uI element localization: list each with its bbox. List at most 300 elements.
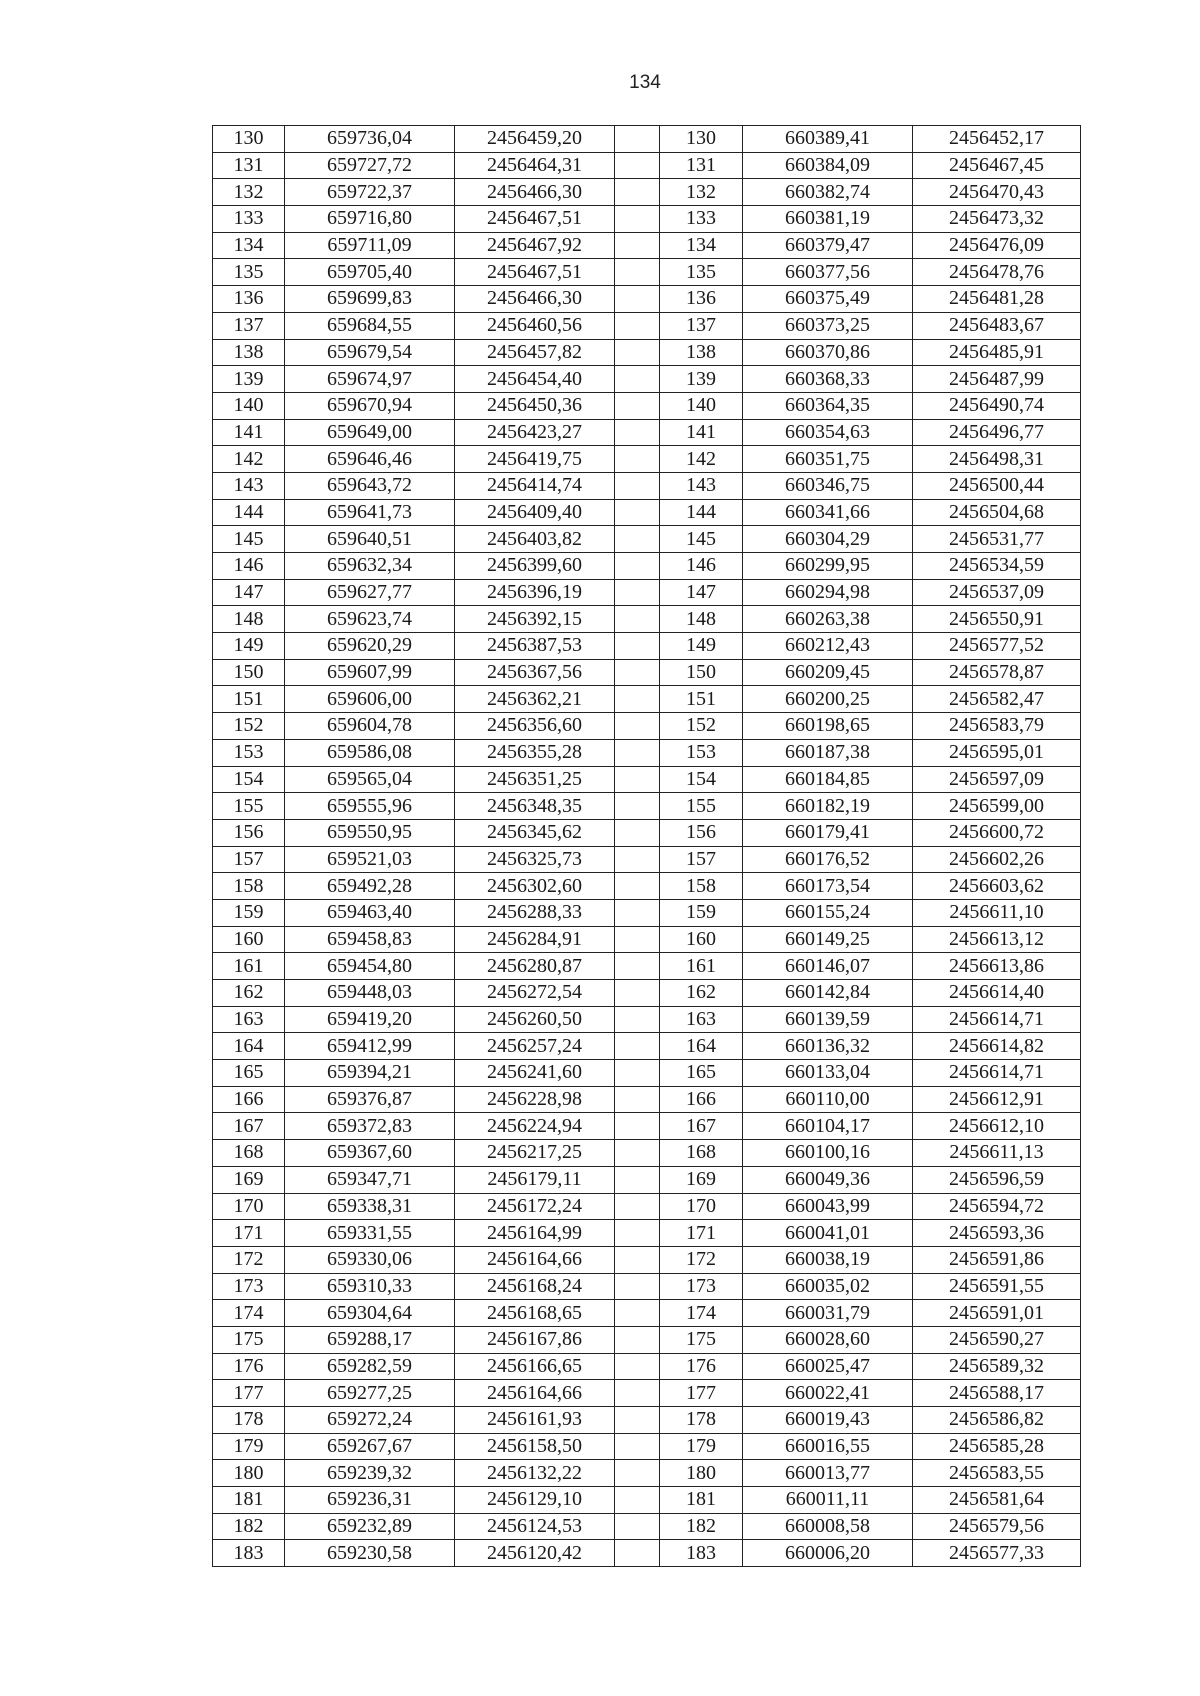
blank-separator [615, 1246, 660, 1273]
coordinates-table [212, 125, 1081, 1567]
x-coordinate-left: 659607,99 [285, 659, 455, 686]
point-number-left: 147 [213, 579, 285, 606]
y-coordinate-left: 2456164,99 [455, 1220, 615, 1247]
y-coordinate-right: 2456611,10 [913, 899, 1081, 926]
point-number-left: 146 [213, 553, 285, 580]
y-coordinate-right: 2456612,91 [913, 1086, 1081, 1113]
x-coordinate-right: 660176,52 [743, 846, 913, 873]
point-number-right: 150 [660, 659, 743, 686]
point-number-left: 173 [213, 1273, 285, 1300]
x-coordinate-right: 660100,16 [743, 1140, 913, 1167]
point-number-right: 135 [660, 259, 743, 286]
point-number-left: 132 [213, 179, 285, 206]
point-number-right: 156 [660, 819, 743, 846]
y-coordinate-left: 2456288,33 [455, 899, 615, 926]
blank-separator [615, 446, 660, 473]
x-coordinate-right: 660351,75 [743, 446, 913, 473]
point-number-right: 173 [660, 1273, 743, 1300]
blank-separator [615, 899, 660, 926]
point-number-left: 179 [213, 1433, 285, 1460]
point-number-left: 165 [213, 1060, 285, 1087]
point-number-right: 138 [660, 339, 743, 366]
point-number-left: 139 [213, 366, 285, 393]
table-row [213, 1140, 1081, 1167]
point-number-right: 147 [660, 579, 743, 606]
y-coordinate-right: 2456583,55 [913, 1460, 1081, 1487]
x-coordinate-right: 660368,33 [743, 366, 913, 393]
table-row [213, 659, 1081, 686]
x-coordinate-right: 660182,19 [743, 793, 913, 820]
point-number-left: 140 [213, 392, 285, 419]
point-number-left: 181 [213, 1487, 285, 1514]
point-number-left: 149 [213, 633, 285, 660]
x-coordinate-left: 659338,31 [285, 1193, 455, 1220]
point-number-right: 141 [660, 419, 743, 446]
y-coordinate-right: 2456550,91 [913, 606, 1081, 633]
y-coordinate-left: 2456399,60 [455, 553, 615, 580]
table-row [213, 499, 1081, 526]
x-coordinate-left: 659376,87 [285, 1086, 455, 1113]
table-row [213, 686, 1081, 713]
point-number-left: 151 [213, 686, 285, 713]
point-number-right: 146 [660, 553, 743, 580]
page-number: 134 [629, 72, 661, 93]
blank-separator [615, 1326, 660, 1353]
point-number-right: 182 [660, 1513, 743, 1540]
blank-separator [615, 739, 660, 766]
y-coordinate-right: 2456498,31 [913, 446, 1081, 473]
point-number-right: 179 [660, 1433, 743, 1460]
point-number-left: 142 [213, 446, 285, 473]
y-coordinate-left: 2456414,74 [455, 472, 615, 499]
y-coordinate-right: 2456596,59 [913, 1166, 1081, 1193]
table-row [213, 1220, 1081, 1247]
y-coordinate-right: 2456490,74 [913, 392, 1081, 419]
y-coordinate-left: 2456409,40 [455, 499, 615, 526]
x-coordinate-right: 660370,86 [743, 339, 913, 366]
point-number-right: 143 [660, 472, 743, 499]
point-number-left: 183 [213, 1540, 285, 1567]
x-coordinate-left: 659463,40 [285, 899, 455, 926]
point-number-right: 154 [660, 766, 743, 793]
point-number-left: 153 [213, 739, 285, 766]
y-coordinate-right: 2456473,32 [913, 206, 1081, 233]
y-coordinate-right: 2456485,91 [913, 339, 1081, 366]
y-coordinate-left: 2456467,92 [455, 232, 615, 259]
y-coordinate-right: 2456591,55 [913, 1273, 1081, 1300]
table-row [213, 953, 1081, 980]
point-number-right: 171 [660, 1220, 743, 1247]
y-coordinate-left: 2456403,82 [455, 526, 615, 553]
y-coordinate-right: 2456614,71 [913, 1006, 1081, 1033]
y-coordinate-right: 2456496,77 [913, 419, 1081, 446]
point-number-right: 170 [660, 1193, 743, 1220]
x-coordinate-right: 660209,45 [743, 659, 913, 686]
x-coordinate-left: 659412,99 [285, 1033, 455, 1060]
x-coordinate-right: 660104,17 [743, 1113, 913, 1140]
blank-separator [615, 1540, 660, 1567]
table-row [213, 1006, 1081, 1033]
x-coordinate-right: 660031,79 [743, 1300, 913, 1327]
point-number-left: 150 [213, 659, 285, 686]
x-coordinate-left: 659716,80 [285, 206, 455, 233]
point-number-left: 163 [213, 1006, 285, 1033]
x-coordinate-left: 659679,54 [285, 339, 455, 366]
y-coordinate-left: 2456168,65 [455, 1300, 615, 1327]
x-coordinate-right: 660136,32 [743, 1033, 913, 1060]
point-number-right: 139 [660, 366, 743, 393]
x-coordinate-right: 660389,41 [743, 126, 913, 153]
y-coordinate-left: 2456466,30 [455, 286, 615, 313]
x-coordinate-right: 660028,60 [743, 1326, 913, 1353]
y-coordinate-left: 2456460,56 [455, 312, 615, 339]
point-number-right: 133 [660, 206, 743, 233]
x-coordinate-left: 659267,67 [285, 1433, 455, 1460]
point-number-right: 157 [660, 846, 743, 873]
blank-separator [615, 472, 660, 499]
blank-separator [615, 1166, 660, 1193]
table-row [213, 980, 1081, 1007]
blank-separator [615, 633, 660, 660]
point-number-right: 137 [660, 312, 743, 339]
x-coordinate-right: 660011,11 [743, 1487, 913, 1514]
point-number-left: 160 [213, 926, 285, 953]
blank-separator [615, 793, 660, 820]
table-row [213, 633, 1081, 660]
blank-separator [615, 526, 660, 553]
blank-separator [615, 339, 660, 366]
y-coordinate-right: 2456613,12 [913, 926, 1081, 953]
y-coordinate-left: 2456166,65 [455, 1353, 615, 1380]
blank-separator [615, 659, 660, 686]
point-number-left: 169 [213, 1166, 285, 1193]
point-number-left: 134 [213, 232, 285, 259]
point-number-right: 158 [660, 873, 743, 900]
point-number-left: 182 [213, 1513, 285, 1540]
y-coordinate-right: 2456583,79 [913, 713, 1081, 740]
table-row [213, 713, 1081, 740]
x-coordinate-left: 659367,60 [285, 1140, 455, 1167]
x-coordinate-left: 659492,28 [285, 873, 455, 900]
blank-separator [615, 232, 660, 259]
y-coordinate-right: 2456614,82 [913, 1033, 1081, 1060]
y-coordinate-left: 2456167,86 [455, 1326, 615, 1353]
table-row [213, 926, 1081, 953]
table-row [213, 1086, 1081, 1113]
blank-separator [615, 1033, 660, 1060]
y-coordinate-left: 2456356,60 [455, 713, 615, 740]
x-coordinate-right: 660375,49 [743, 286, 913, 313]
blank-separator [615, 126, 660, 153]
point-number-left: 136 [213, 286, 285, 313]
table-row [213, 1113, 1081, 1140]
point-number-left: 172 [213, 1246, 285, 1273]
point-number-right: 151 [660, 686, 743, 713]
point-number-right: 148 [660, 606, 743, 633]
point-number-left: 174 [213, 1300, 285, 1327]
x-coordinate-left: 659736,04 [285, 126, 455, 153]
x-coordinate-right: 660008,58 [743, 1513, 913, 1540]
x-coordinate-left: 659699,83 [285, 286, 455, 313]
point-number-right: 144 [660, 499, 743, 526]
point-number-left: 131 [213, 152, 285, 179]
point-number-left: 157 [213, 846, 285, 873]
blank-separator [615, 1006, 660, 1033]
point-number-left: 159 [213, 899, 285, 926]
y-coordinate-left: 2456241,60 [455, 1060, 615, 1087]
x-coordinate-right: 660019,43 [743, 1407, 913, 1434]
x-coordinate-right: 660200,25 [743, 686, 913, 713]
x-coordinate-right: 660377,56 [743, 259, 913, 286]
y-coordinate-right: 2456531,77 [913, 526, 1081, 553]
y-coordinate-right: 2456602,26 [913, 846, 1081, 873]
table-row [213, 472, 1081, 499]
blank-separator [615, 606, 660, 633]
point-number-left: 148 [213, 606, 285, 633]
point-number-right: 181 [660, 1487, 743, 1514]
blank-separator [615, 1380, 660, 1407]
table-row [213, 232, 1081, 259]
x-coordinate-left: 659606,00 [285, 686, 455, 713]
table-row [213, 419, 1081, 446]
table-row [213, 179, 1081, 206]
y-coordinate-right: 2456483,67 [913, 312, 1081, 339]
table-row [213, 1353, 1081, 1380]
table-row [213, 1460, 1081, 1487]
table-row [213, 1060, 1081, 1087]
y-coordinate-right: 2456537,09 [913, 579, 1081, 606]
x-coordinate-left: 659419,20 [285, 1006, 455, 1033]
y-coordinate-right: 2456591,86 [913, 1246, 1081, 1273]
x-coordinate-left: 659239,32 [285, 1460, 455, 1487]
point-number-left: 166 [213, 1086, 285, 1113]
x-coordinate-right: 660142,84 [743, 980, 913, 1007]
x-coordinate-left: 659674,97 [285, 366, 455, 393]
x-coordinate-right: 660149,25 [743, 926, 913, 953]
table-row [213, 126, 1081, 153]
y-coordinate-left: 2456284,91 [455, 926, 615, 953]
x-coordinate-left: 659684,55 [285, 312, 455, 339]
x-coordinate-right: 660382,74 [743, 179, 913, 206]
point-number-right: 180 [660, 1460, 743, 1487]
point-number-left: 156 [213, 819, 285, 846]
x-coordinate-right: 660016,55 [743, 1433, 913, 1460]
y-coordinate-right: 2456579,56 [913, 1513, 1081, 1540]
table-row [213, 1380, 1081, 1407]
point-number-right: 165 [660, 1060, 743, 1087]
blank-separator [615, 766, 660, 793]
y-coordinate-left: 2456351,25 [455, 766, 615, 793]
y-coordinate-left: 2456457,82 [455, 339, 615, 366]
point-number-right: 169 [660, 1166, 743, 1193]
y-coordinate-left: 2456164,66 [455, 1246, 615, 1273]
point-number-right: 134 [660, 232, 743, 259]
x-coordinate-left: 659705,40 [285, 259, 455, 286]
x-coordinate-left: 659586,08 [285, 739, 455, 766]
y-coordinate-right: 2456577,52 [913, 633, 1081, 660]
y-coordinate-right: 2456613,86 [913, 953, 1081, 980]
y-coordinate-left: 2456362,21 [455, 686, 615, 713]
blank-separator [615, 499, 660, 526]
blank-separator [615, 1513, 660, 1540]
y-coordinate-left: 2456467,51 [455, 259, 615, 286]
y-coordinate-left: 2456467,51 [455, 206, 615, 233]
point-number-left: 175 [213, 1326, 285, 1353]
y-coordinate-right: 2456614,71 [913, 1060, 1081, 1087]
point-number-right: 183 [660, 1540, 743, 1567]
y-coordinate-right: 2456585,28 [913, 1433, 1081, 1460]
x-coordinate-right: 660139,59 [743, 1006, 913, 1033]
x-coordinate-right: 660187,38 [743, 739, 913, 766]
table-row [213, 526, 1081, 553]
y-coordinate-right: 2456586,82 [913, 1407, 1081, 1434]
x-coordinate-right: 660155,24 [743, 899, 913, 926]
x-coordinate-left: 659620,29 [285, 633, 455, 660]
blank-separator [615, 1193, 660, 1220]
y-coordinate-left: 2456132,22 [455, 1460, 615, 1487]
point-number-left: 176 [213, 1353, 285, 1380]
table-row [213, 899, 1081, 926]
y-coordinate-right: 2456590,27 [913, 1326, 1081, 1353]
point-number-left: 168 [213, 1140, 285, 1167]
blank-separator [615, 179, 660, 206]
table-row [213, 739, 1081, 766]
blank-separator [615, 419, 660, 446]
blank-separator [615, 713, 660, 740]
x-coordinate-left: 659711,09 [285, 232, 455, 259]
table-row [213, 206, 1081, 233]
y-coordinate-left: 2456419,75 [455, 446, 615, 473]
point-number-right: 162 [660, 980, 743, 1007]
y-coordinate-left: 2456280,87 [455, 953, 615, 980]
table-row [213, 1273, 1081, 1300]
point-number-right: 159 [660, 899, 743, 926]
x-coordinate-left: 659604,78 [285, 713, 455, 740]
x-coordinate-left: 659555,96 [285, 793, 455, 820]
y-coordinate-left: 2456459,20 [455, 126, 615, 153]
table-row [213, 1033, 1081, 1060]
blank-separator [615, 1433, 660, 1460]
point-number-left: 155 [213, 793, 285, 820]
point-number-left: 154 [213, 766, 285, 793]
y-coordinate-left: 2456325,73 [455, 846, 615, 873]
y-coordinate-left: 2456120,42 [455, 1540, 615, 1567]
point-number-right: 149 [660, 633, 743, 660]
point-number-left: 141 [213, 419, 285, 446]
point-number-left: 137 [213, 312, 285, 339]
point-number-left: 145 [213, 526, 285, 553]
blank-separator [615, 259, 660, 286]
point-number-right: 177 [660, 1380, 743, 1407]
x-coordinate-right: 660341,66 [743, 499, 913, 526]
y-coordinate-right: 2456481,28 [913, 286, 1081, 313]
y-coordinate-left: 2456392,15 [455, 606, 615, 633]
y-coordinate-right: 2456599,00 [913, 793, 1081, 820]
y-coordinate-right: 2456478,76 [913, 259, 1081, 286]
blank-separator [615, 206, 660, 233]
y-coordinate-left: 2456464,31 [455, 152, 615, 179]
point-number-left: 161 [213, 953, 285, 980]
x-coordinate-left: 659331,55 [285, 1220, 455, 1247]
table-row [213, 819, 1081, 846]
table-row [213, 766, 1081, 793]
y-coordinate-right: 2456603,62 [913, 873, 1081, 900]
point-number-right: 167 [660, 1113, 743, 1140]
x-coordinate-right: 660379,47 [743, 232, 913, 259]
blank-separator [615, 1487, 660, 1514]
x-coordinate-right: 660294,98 [743, 579, 913, 606]
y-coordinate-right: 2456487,99 [913, 366, 1081, 393]
table-row [213, 1166, 1081, 1193]
x-coordinate-left: 659727,72 [285, 152, 455, 179]
x-coordinate-right: 660049,36 [743, 1166, 913, 1193]
y-coordinate-right: 2456504,68 [913, 499, 1081, 526]
point-number-left: 143 [213, 472, 285, 499]
table-row [213, 286, 1081, 313]
point-number-right: 155 [660, 793, 743, 820]
y-coordinate-right: 2456578,87 [913, 659, 1081, 686]
blank-separator [615, 1460, 660, 1487]
x-coordinate-right: 660198,65 [743, 713, 913, 740]
x-coordinate-left: 659277,25 [285, 1380, 455, 1407]
x-coordinate-left: 659454,80 [285, 953, 455, 980]
table-row [213, 1540, 1081, 1567]
x-coordinate-left: 659304,64 [285, 1300, 455, 1327]
blank-separator [615, 1086, 660, 1113]
x-coordinate-right: 660381,19 [743, 206, 913, 233]
point-number-left: 130 [213, 126, 285, 153]
point-number-right: 145 [660, 526, 743, 553]
x-coordinate-right: 660184,85 [743, 766, 913, 793]
table-row [213, 259, 1081, 286]
x-coordinate-left: 659232,89 [285, 1513, 455, 1540]
table-row [213, 1513, 1081, 1540]
blank-separator [615, 1140, 660, 1167]
point-number-right: 130 [660, 126, 743, 153]
x-coordinate-right: 660043,99 [743, 1193, 913, 1220]
coordinates-table-body [213, 126, 1081, 1567]
y-coordinate-right: 2456500,44 [913, 472, 1081, 499]
point-number-left: 180 [213, 1460, 285, 1487]
point-number-right: 172 [660, 1246, 743, 1273]
y-coordinate-left: 2456224,94 [455, 1113, 615, 1140]
x-coordinate-left: 659521,03 [285, 846, 455, 873]
point-number-right: 153 [660, 739, 743, 766]
x-coordinate-left: 659272,24 [285, 1407, 455, 1434]
y-coordinate-right: 2456470,43 [913, 179, 1081, 206]
x-coordinate-left: 659623,74 [285, 606, 455, 633]
table-row [213, 873, 1081, 900]
x-coordinate-left: 659394,21 [285, 1060, 455, 1087]
x-coordinate-right: 660384,09 [743, 152, 913, 179]
point-number-left: 177 [213, 1380, 285, 1407]
x-coordinate-left: 659288,17 [285, 1326, 455, 1353]
x-coordinate-right: 660179,41 [743, 819, 913, 846]
x-coordinate-right: 660110,00 [743, 1086, 913, 1113]
blank-separator [615, 553, 660, 580]
blank-separator [615, 1353, 660, 1380]
table-row [213, 1193, 1081, 1220]
blank-separator [615, 953, 660, 980]
table-row [213, 1407, 1081, 1434]
y-coordinate-left: 2456164,66 [455, 1380, 615, 1407]
x-coordinate-right: 660373,25 [743, 312, 913, 339]
y-coordinate-right: 2456581,64 [913, 1487, 1081, 1514]
point-number-right: 136 [660, 286, 743, 313]
coordinates-table-container [212, 125, 1080, 1567]
x-coordinate-left: 659565,04 [285, 766, 455, 793]
y-coordinate-right: 2456591,01 [913, 1300, 1081, 1327]
